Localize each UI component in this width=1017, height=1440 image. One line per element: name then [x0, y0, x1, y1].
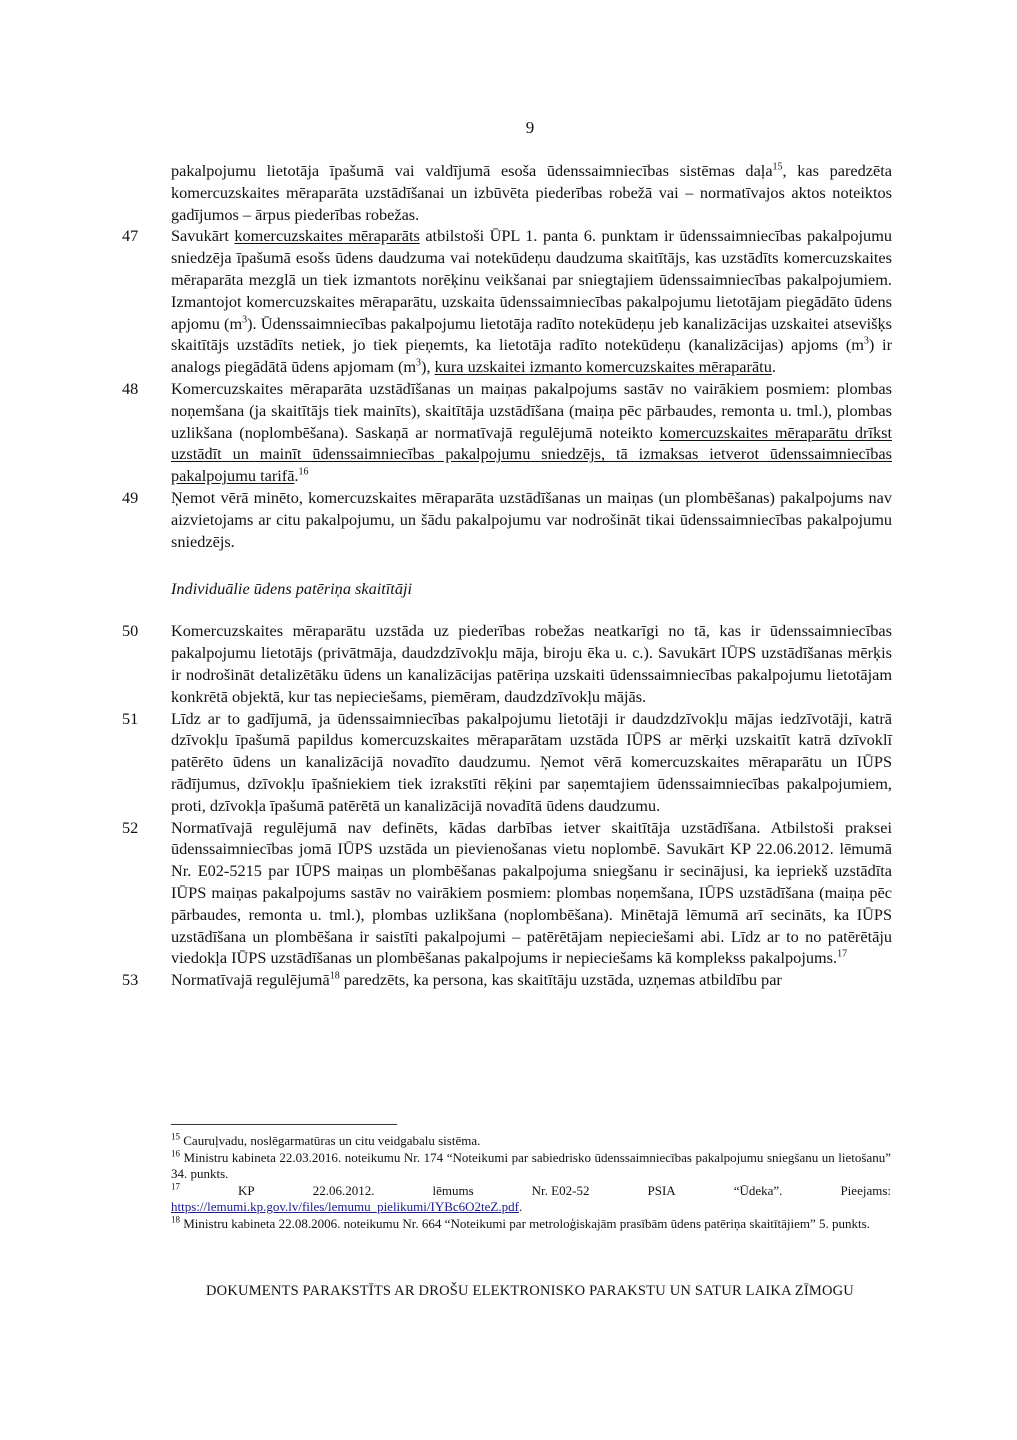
footnote-18: $^{18}$ Ministru kabineta 22.08.2006. noteikumu Nr. 664 “Noteikumi par metroloģiskajām prasībām ūdens patēriņa skaitītājiem” 5. punkts. [171, 1214, 870, 1231]
paragraph-50: 50 Komercuzskaites mēraparātu uzstāda uz piederības robežas neatkarīgi no tā, kas ir ūdenssaimniecības pakalpojumu lietotājs (privātmāja, daudzdzīvokļu māja, biroju ēka u. c.). Savukārt IŪPS uzstādīšanas mērķis ir nodrošināt detalizētāku ūdens un kanalizācijas patēriņa uzskaiti ūdenssaimniecības pakalpojumu lietotājam konkrētā objektā, kur tas nepieciešams, piemēram, daudzdzīvokļu mājās. [122, 621, 892, 706]
section-heading: Individuālie ūdens patēriņa skaitītāji [171, 579, 413, 599]
footnote-ref-18[interactable]: 18 [329, 970, 340, 982]
signature-footer: DOKUMENTS PARAKSTĪTS AR DROŠU ELEKTRONISKO PARAKSTU UN SATUR LAIKA ZĪMOGU [206, 1283, 854, 1299]
footnote-ref-15[interactable]: 15 [772, 161, 783, 173]
paragraph-48: 48 Komercuzskaites mēraparāta uzstādīšanas un maiņas pakalpojums sastāv no vairākiem posmiem: plombas noņemšana (ja skaitītājs tiek mainīts), skaitītāja uzstādīšana (maiņa pēc pārbaudes, remonta u. tml.), plombas uzlikšana (noplombēšana). Saskaņā ar normatīvajā regulējumā noteikto komercuzskaites mēraparātu drīkst uzstādīt un mainīt ūdenssaimniecības pakalpojumu sniedzējs, tā izmaksas ietverot ūdenssaimniecības pakalpojumu tarifā.$^{16}$ [122, 378, 892, 486]
footnote-ref-17[interactable]: 17 [837, 948, 848, 960]
paragraph-49: 49 Ņemot vērā minēto, komercuzskaites mēraparāta uzstādīšanas un maiņas (un plombēšanas) pakalpojums nav aizvietojams ar citu pakalpojumu, un šādu pakalpojumu var nodrošināt tikai ūdenssaimniecības pakalpojumu sniedzējs. [122, 487, 892, 551]
paragraph-number: 48 [122, 378, 139, 398]
underlined-term: komercuzskaites mēraparāts [234, 226, 420, 246]
paragraph-number: 53 [122, 970, 139, 990]
underlined-phrase: komercuzskaites mēraparātu drīkst uzstādīt un mainīt ūdenssaimniecības pakalpojumu sniedzējs, tā izmaksas ietverot ūdenssaimniecības pakalpojumu tarifā [171, 422, 892, 486]
footnotes [171, 1124, 891, 1232]
underlined-phrase: kura uzskaitei izmanto komercuzskaites mēraparātu [434, 357, 772, 377]
footnote-15: $^{15}$ Cauruļvadu, noslēgarmatūras un citu veidgabalu sistēma. [171, 1131, 481, 1148]
footnote-link[interactable]: https://lemumi.kp.gov.lv/files/lemumu_pielikumi/IYBc6O2teZ.pdf [171, 1199, 519, 1214]
document-body [122, 160, 892, 991]
footnote-16: $^{16}$ Ministru kabineta 22.03.2016. noteikumu Nr. 174 “Noteikumi par sabiedrisko ūdenssaimniecības pakalpojumu sniegšanu un lietošanu” 34. punkts. [171, 1148, 891, 1181]
paragraph-52: 52 Normatīvajā regulējumā nav definēts, kādas darbības ietver skaitītāja uzstādīšana. Atbilstoši praksei ūdenssaimniecības jomā IŪPS uzstāda un pievienošanas vietu noplombē. Savukārt KP 22.06.2012. lēmumā Nr. E02-5215 par IŪPS maiņas un plombēšanas pakalpojuma sniegšanu ir secinājusi, ka iepriekš uzstādīta IŪPS maiņas pakalpojums sastāv no vairākiem posmiem: plombas noņemšana, IŪPS uzstādīšana (maiņa pēc pārbaudes, remonta u. tml.), plombas uzlikšana (noplombēšana). Minētajā lēmumā arī secināts, ka IŪPS uzstādīšana un plombēšana ir saistīti pakalpojumi – patērētājam nepieciešami abi. Līdz ar to no patērētāju viedokļa IŪPS uzstādīšanas un plombēšanas pakalpojums ir nepieciešams kā komplekss pakalpojums.$^{17}$ [122, 817, 892, 968]
paragraph-47: 47 Savukārt komercuzskaites mēraparāts atbilstoši ŪPL 1. panta 6. punktam ir ūdenssaimniecības pakalpojumu sniedzēja īpašumā esošs ūdens daudzuma vai notekūdeņu daudzuma skaitītājs, kas uzstādīts komercuzskaites mēraparāta mezglā un tiek izmantots norēķinu veikšanai par sniegtajiem ūdenssaimniecības pakalpojumiem. Izmantojot komercuzskaites mēraparātu, uzskaita ūdenssaimniecības pakalpojumu lietotājam piegādāto ūdens apjomu $(m^3)$. Ūdenssaimniecības pakalpojumu lietotāja radīto notekūdeņu jeb kanalizācijas uzskaitei atsevišķs skaitītājs uzstādīts netiek, jo tiek pieņemts, ka lietotāja radīto notekūdeņu (kanalizācijas) apjoms $(m^3)$ ir analogs piegādātā ūdens apjomam $(m^3)$, kura uzskaitei izmanto komercuzskaites mēraparātu. [122, 226, 892, 377]
paragraph-51: 51 Līdz ar to gadījumā, ja ūdenssaimniecības pakalpojumu lietotāji ir daudzdzīvokļu mājas iedzīvotāji, katrā dzīvokļu īpašumā papildus komercuzskaites mēraparātam uzstāda IŪPS ar mērķi uzskaitīt katrā dzīvoklī patērēto ūdens un kanalizācijā novadīto daudzumu. Ņemot vērā komercuzskaites mēraparātu un IŪPS rādījumus, dzīvokļu īpašniekiem tiek izrakstīti rēķini par saņemtajiem ūdenssaimniecības pakalpojumiem, proti, dzīvokļa īpašumā patērētā un kanalizācijā novadītā ūdens daudzumu. [122, 708, 892, 815]
paragraph-continuation: pakalpojumu lietotāja īpašumā vai valdījumā esoša ūdenssaimniecības sistēmas daļa$^{15}$, kas paredzēta komercuzskaites mēraparāta uzstādīšanai un izbūvēta piederības robežā vai – normatīvajos aktos noteiktos gadījumos – ārpus piederības robežas. [171, 161, 892, 224]
paragraph-number: 47 [122, 226, 139, 246]
page-number: 9 [525, 118, 535, 137]
footnote-ref-16[interactable]: 16 [298, 466, 309, 478]
footnote-17: $^{17}$ KP 22.06.2012. lēmums Nr. E02-52 PSIA “Ūdeka”. Pieejams: https://lemumi.kp.gov.lv/files/lemumu_pielikumi/IYBc6O2teZ.pdf. [171, 1181, 891, 1214]
paragraph-53: 53 Normatīvajā regulējumā$^{18}$ paredzēts, ka persona, kas skaitītāju uzstāda, uzņemas atbildību par [122, 970, 782, 990]
paragraph-number: 52 [122, 817, 139, 837]
paragraph-number: 50 [122, 621, 139, 641]
footnote-divider [171, 1124, 397, 1125]
paragraph-number: 51 [122, 708, 139, 728]
paragraph-number: 49 [122, 487, 139, 507]
